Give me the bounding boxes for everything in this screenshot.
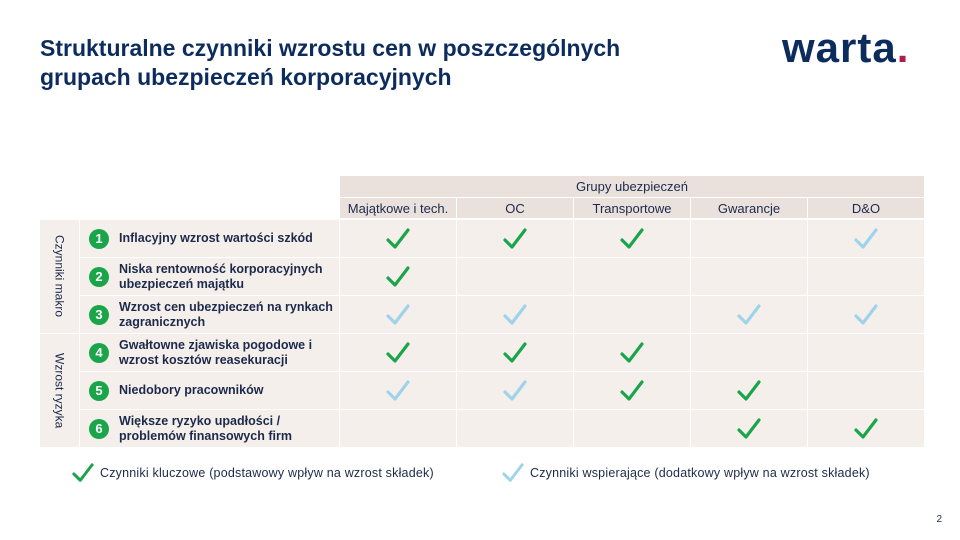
table-cell — [574, 372, 690, 409]
table-cell — [574, 334, 690, 371]
table-row — [80, 258, 339, 295]
key-check-icon — [386, 228, 410, 250]
warta-logo — [782, 24, 909, 72]
table-cell — [340, 220, 456, 257]
table-cell — [340, 334, 456, 371]
support-check-icon — [386, 380, 410, 402]
table-cell — [340, 296, 456, 333]
legend-support — [502, 462, 870, 484]
row-label: Niedobory pracowników — [119, 383, 264, 397]
table-cell — [808, 220, 924, 257]
page-number: 2 — [936, 514, 942, 525]
title-line-1: Strukturalne czynniki wzrostu cen w poszczególnych — [40, 35, 621, 61]
legend-support-label: Czynniki wspierające (dodatkowy wpływ na wzrost składek) — [530, 466, 870, 480]
key-check-icon — [72, 462, 94, 484]
title-line-2: grupach ubezpieczeń korporacyjnych — [40, 64, 452, 90]
row-number-badge: 5 — [89, 381, 109, 401]
row-number-badge: 2 — [89, 267, 109, 287]
table-cell — [808, 334, 924, 371]
table-cell — [457, 296, 573, 333]
table-cell — [457, 220, 573, 257]
table-cell — [691, 258, 807, 295]
column-header: Gwarancje — [691, 198, 807, 218]
support-check-icon — [737, 304, 761, 326]
table-row — [80, 220, 339, 257]
table-cell — [457, 372, 573, 409]
table-cell — [691, 296, 807, 333]
logo-dot: . — [896, 24, 910, 71]
table-cell — [691, 372, 807, 409]
key-check-icon — [854, 418, 878, 440]
key-check-icon — [620, 342, 644, 364]
table-cell — [691, 334, 807, 371]
table-cell — [808, 372, 924, 409]
side-label-text: Czynniki makro — [52, 235, 67, 318]
key-check-icon — [386, 266, 410, 288]
key-check-icon — [737, 380, 761, 402]
column-header: D&O — [808, 198, 924, 218]
table-cell — [574, 258, 690, 295]
table-row — [80, 410, 339, 447]
table-cell — [808, 296, 924, 333]
support-check-icon — [503, 380, 527, 402]
key-check-icon — [620, 228, 644, 250]
column-header: Majątkowe i tech. — [340, 198, 456, 218]
table-cell — [691, 220, 807, 257]
column-header: OC — [457, 198, 573, 218]
key-check-icon — [503, 342, 527, 364]
table-cell — [340, 410, 456, 447]
support-check-icon — [854, 228, 878, 250]
page-title — [40, 34, 720, 92]
table-row — [80, 372, 339, 409]
support-check-icon — [502, 462, 524, 484]
row-number-badge: 3 — [89, 305, 109, 325]
table-cell — [457, 334, 573, 371]
table-cell — [574, 410, 690, 447]
row-number-badge: 4 — [89, 343, 109, 363]
key-check-icon — [620, 380, 644, 402]
side-label — [40, 334, 79, 447]
key-check-icon — [503, 228, 527, 250]
table-cell — [574, 220, 690, 257]
support-check-icon — [854, 304, 878, 326]
key-check-icon — [386, 342, 410, 364]
side-label — [40, 220, 79, 333]
table-row — [80, 334, 339, 371]
row-label: Wzrost cen ubezpieczeń na rynkach zagranicznych — [119, 299, 333, 329]
support-check-icon — [386, 304, 410, 326]
row-label: Większe ryzyko upadłości / problemów finansowych firm — [119, 413, 292, 443]
table-cell — [340, 372, 456, 409]
legend-key — [72, 462, 434, 484]
table-row — [80, 296, 339, 333]
row-number-badge: 6 — [89, 419, 109, 439]
logo-text: warta — [782, 24, 897, 71]
table-cell — [808, 258, 924, 295]
row-label: Inflacyjny wzrost wartości szkód — [119, 231, 313, 245]
row-label: Niska rentowność korporacyjnych ubezpieczeń majątku — [119, 261, 323, 291]
row-number-badge: 1 — [89, 229, 109, 249]
table-cell — [691, 410, 807, 447]
column-header: Transportowe — [574, 198, 690, 218]
side-label-text: Wzrost ryzyka — [52, 352, 67, 429]
key-check-icon — [737, 418, 761, 440]
table-cell — [808, 410, 924, 447]
row-label: Gwałtowne zjawiska pogodowe i wzrost kosztów reasekuracji — [119, 337, 313, 367]
table-cell — [340, 258, 456, 295]
table-cell — [574, 296, 690, 333]
table-cell — [457, 410, 573, 447]
table-cell — [457, 258, 573, 295]
group-header: Grupy ubezpieczeń — [340, 176, 924, 197]
legend-key-label: Czynniki kluczowe (podstawowy wpływ na wzrost składek) — [100, 466, 434, 480]
support-check-icon — [503, 304, 527, 326]
